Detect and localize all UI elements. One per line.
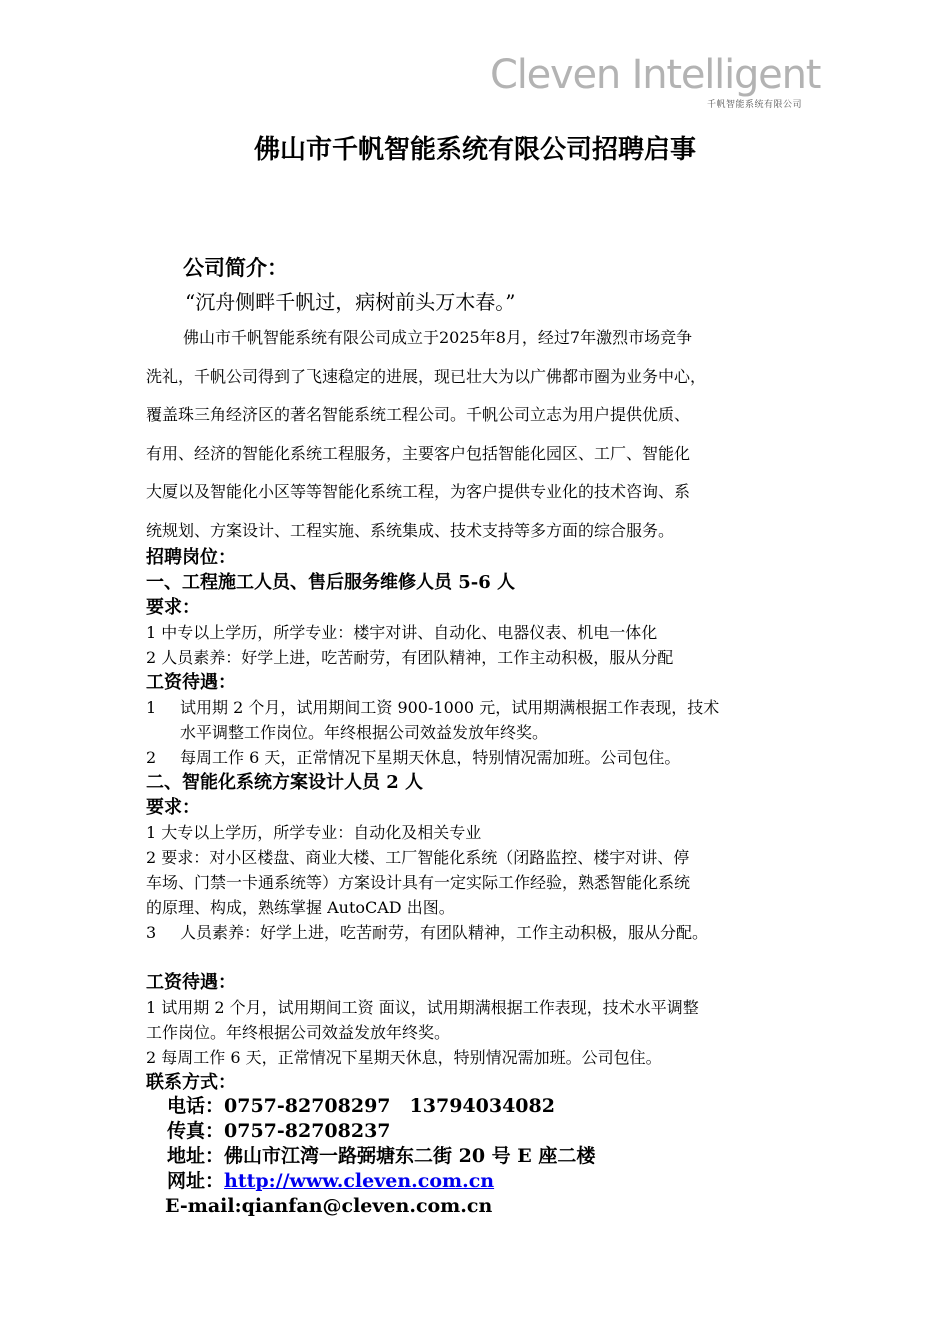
intro-line: 有用、经济的智能化系统工程服务，主要客户包括智能化园区、工厂、智能化 (146, 443, 691, 463)
contact-heading: 联系方式： (146, 1072, 236, 1093)
intro-heading: 公司简介： (183, 255, 288, 280)
positions-section (146, 545, 826, 945)
job1-pay-text: 水平调整工作岗位。年终根据公司效益发放年终奖。 (180, 723, 549, 742)
job2-pay-text: 1 试用期 2 个月，试用期间工资 面议，试用期满根据工作表现，技术水平调整 (146, 998, 699, 1017)
job2-requirement-item (146, 920, 826, 945)
contact-fax: 传真：0757-82708237 (167, 1120, 391, 1142)
contact-phone: 电话：0757-82708297 13794034082 (167, 1095, 555, 1117)
intro-line: 覆盖珠三角经济区的著名智能系统工程公司。千帆公司立志为用户提供优质、 (146, 405, 691, 424)
job1-requirements-heading: 要求： (146, 597, 200, 618)
page-title: 佛山市千帆智能系统有限公司招聘启事 (253, 135, 696, 165)
item-number: 1 (146, 698, 157, 717)
job2-pay-heading: 工资待遇： (146, 972, 236, 993)
job2-pay-text: 2 每周工作 6 天，正常情况下星期天休息，特别情况需加班。公司包住。 (146, 1048, 662, 1067)
contact-address: 地址：佛山市江湾一路弼塘东二街 20 号 E 座二楼 (167, 1145, 596, 1167)
job1-title: 一、工程施工人员、售后服务维修人员 5-6 人 (146, 572, 516, 593)
job1-pay-item (146, 695, 826, 745)
job2-pay-text: 工作岗位。年终根据公司效益发放年终奖。 (146, 1023, 451, 1042)
contact-email: E-mail:qianfan@cleven.com.cn (165, 1195, 493, 1217)
item-number: 2 (146, 748, 157, 767)
job2-requirement: 1 大专以上学历，所学专业：自动化及相关专业 (146, 823, 482, 842)
job2-requirement: 2 要求：对小区楼盘、商业大楼、工厂智能化系统（闭路监控、楼宇对讲、停 (146, 848, 690, 867)
intro-line: 统规划、方案设计、工程实施、系统集成、技术支持等多方面的综合服务。 (146, 520, 675, 540)
job1-pay-heading: 工资待遇： (146, 672, 236, 693)
contact-website (167, 1169, 595, 1194)
company-logo (490, 52, 821, 111)
job2-requirements-heading: 要求： (146, 797, 200, 818)
logo-wordmark: Cleven Intelligent (490, 52, 821, 98)
job2-requirement-text: 人员素养：好学上进，吃苦耐劳，有团队精神，工作主动积极，服从分配。 (180, 923, 709, 942)
website-link[interactable]: http://www.cleven.com.cn (224, 1170, 495, 1192)
job2-requirement: 车场、门禁一卡通系统等）方案设计具有一定实际工作经验，熟悉智能化系统 (146, 873, 691, 892)
job2-pay-section (146, 970, 826, 1095)
contact-block (167, 1094, 595, 1219)
intro-quote: “沉舟侧畔千帆过，病树前头万木春。” (185, 290, 516, 314)
intro-paragraph (146, 319, 818, 550)
job1-pay-text: 每周工作 6 天，正常情况下星期天休息，特别情况需加班。公司包住。 (180, 748, 681, 767)
website-label: 网址： (167, 1170, 225, 1192)
intro-line: 佛山市千帆智能系统有限公司成立于2025年8月，经过7年激烈市场竞争 (183, 328, 693, 347)
logo-subtitle: 千帆智能系统有限公司 (706, 100, 802, 110)
intro-line: 大厦以及智能化小区等等智能化系统工程，为客户提供专业化的技术咨询、系 (146, 482, 691, 501)
job2-title: 二、智能化系统方案设计人员 2 人 (146, 772, 424, 793)
job1-pay-text: 试用期 2 个月，试用期间工资 900-1000 元，试用期满根据工作表现，技术 (180, 698, 720, 717)
item-number: 3 (146, 923, 157, 942)
job1-requirement: 2 人员素养：好学上进，吃苦耐劳，有团队精神，工作主动积极，服从分配 (146, 648, 674, 667)
job2-requirement: 的原理、构成，熟练掌握 AutoCAD 出图。 (146, 898, 455, 917)
job1-requirement: 1 中专以上学历，所学专业：楼宇对讲、自动化、电器仪表、机电一体化 (146, 623, 658, 642)
intro-line: 洗礼，千帆公司得到了飞速稳定的进展，现已壮大为以广佛都市圈为业务中心， (146, 366, 707, 386)
job1-pay-item (146, 745, 826, 770)
positions-heading: 招聘岗位： (146, 547, 236, 568)
